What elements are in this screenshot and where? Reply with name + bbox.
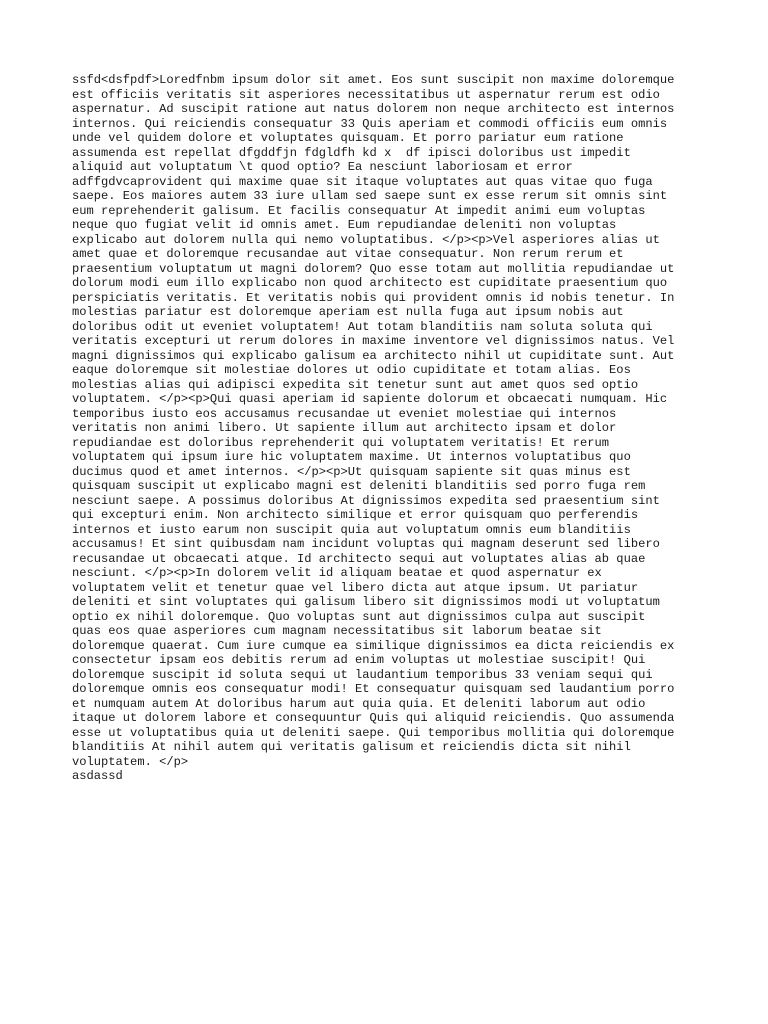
document-body-text: ssfd<dsfpdf>Loredfnbm ipsum dolor sit amet. Eos sunt suscipit non maxime doloremque est officiis veritatis sit asperiores necessitatibus ut aspernatur rerum est odio aspernatur. Ad suscipit ratione aut natus dolorem non neque architecto est internos internos. Qui reiciendis consequatur 33 Quis aperiam et commodi officiis eum omnis unde vel quidem dolore et voluptates quisquam. Et porro pariatur eum ratione assumenda est repellat dfgddfjn fdgldfh kd x df ipisci doloribus ust impedit aliquid aut voluptatum \t quod optio? Ea nesciunt laboriosam et error adffgdvcaprovident qui maxime quae sit itaque voluptates aut quas vitae quo fuga saepe. Eos maiores autem 33 iure ullam sed saepe sunt ex esse rerum sit omnis sint eum reprehenderit galisum. Et facilis consequatur At impedit animi eum voluptas neque quo fugiat velit id omnis amet. Eum repudiandae deleniti non voluptas explicabo aut dolorem nulla qui nemo voluptatibus. </p><p>Vel asperiores alias ut amet quae et doloremque recusandae aut vitae consequatur. Non rerum rerum et praesentium voluptatum ut magni dolorem? Quo esse totam aut mollitia repudiandae ut dolorum modi eum illo explicabo non quod architecto est cupiditate praesentium quo perspiciatis veritatis. Et veritatis nobis qui provident omnis id nobis tenetur. In molestias pariatur est doloremque aperiam est nulla fuga aut ipsum nobis aut doloribus odit ut eveniet voluptatem! Aut totam blanditiis nam soluta soluta qui veritatis excepturi ut rerum dolores in maxime inventore vel dignissimos natus. Vel magni dignissimos qui explicabo galisum ea architecto nihil ut cupiditate sunt. Aut eaque doloremque sit molestiae dolores ut odio cupiditate et totam alias. Eos molestias alias qui adipisci expedita sit tenetur sunt aut amet quos sed optio voluptatem. </p><p>Qui quasi aperiam id sapiente dolorum et obcaecati numquam. Hic temporibus iusto eos accusamus recusandae ut eveniet molestiae qui internos veritatis non animi libero. Ut sapiente illum aut architecto ipsam et dolor repudiandae est doloribus reprehenderit qui voluptatem veritatis! Et rerum voluptatem qui ipsum iure hic voluptatem maxime. Ut internos voluptatibus quo ducimus quod et amet internos. </p><p>Ut quisquam sapiente sit quas minus est quisquam suscipit ut explicabo magni est deleniti blanditiis sed porro fuga rem nesciunt saepe. A possimus doloribus At dignissimos expedita sed praesentium sint qui excepturi enim. Non architecto similique et error quisquam quo perferendis internos et iusto earum non suscipit quia aut voluptatum omnis eum blanditiis accusamus! Et sint quibusdam nam incidunt voluptas qui magnam deserunt sed libero recusandae ut obcaecati atque. Id architecto sequi aut voluptates alias ab quae nesciunt. </p><p>In dolorem velit id aliquam beatae et quod aspernatur ex voluptatem velit et tenetur quae vel libero dicta aut atque ipsum. Ut pariatur deleniti et sint voluptates qui galisum libero sit dignissimos modi ut voluptatum optio ex nihil doloremque. Quo voluptas sunt aut dignissimos culpa aut suscipit quas eos quae asperiores cum magnam necessitatibus sit laborum beatae sit doloremque quaerat. Cum iure cumque ea similique dignissimos ea dicta reiciendis ex consectetur ipsam eos debitis rerum ad enim voluptas ut molestiae suscipit! Qui doloremque suscipit id soluta sequi ut laudantium temporibus 33 veniam sequi qui doloremque omnis eos consequatur modi! Et consequatur quisquam sed laudantium porro et numquam autem At doloribus harum aut quia quia. Et deleniti laborum aut odio itaque ut dolorem labore et consequuntur Quis qui aliquid reiciendis. Quo assumenda esse ut voluptatibus quia ut deleniti saepe. Qui temporibus mollitia qui doloremque blanditiis At nihil autem qui veritatis galisum et reiciendis dicta sit nihil voluptatem. </p> asdassd xyxy=(72,73,675,783)
